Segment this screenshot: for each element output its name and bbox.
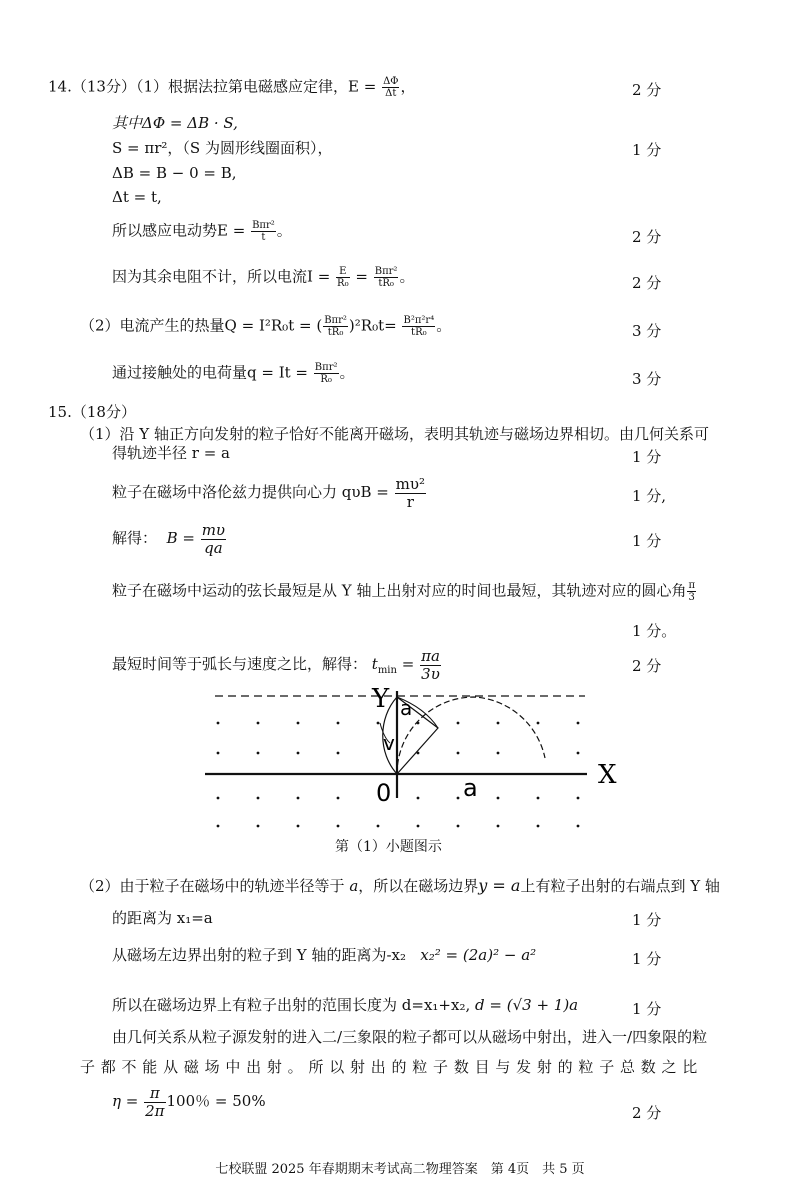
- q15-p1-line1: （1）沿 Y 轴正方向发射的粒子恰好不能离开磁场，表明其轨迹与磁场边界相切。由几何关系可: [80, 425, 709, 443]
- axis-a-label: a: [463, 774, 478, 802]
- trajectory-figure: [0, 683, 800, 833]
- q15-score-r: 1 分: [632, 448, 662, 466]
- q14-score-current: 2 分: [632, 274, 662, 292]
- x-axis-label: X: [598, 760, 617, 790]
- q14-charge-line: 通过接触处的电荷量q = It = $\frac{\text{Bπr²}}{\text{R₀}}$ 。: [112, 362, 355, 385]
- q14-score-s: 1 分: [632, 141, 662, 159]
- q15-solve-line: 解得： B = $\frac{m\upsilon}{qa}$: [112, 521, 226, 557]
- q14-score-emf: 2 分: [632, 228, 662, 246]
- q15-score-x1: 1 分: [632, 911, 662, 929]
- q15-score-tmin: 2 分: [632, 657, 662, 675]
- q15-ratio-line1: 由几何关系从粒子源发射的进入二/三象限的粒子都可以从磁场中射出，进入一/四象限的粒: [112, 1028, 708, 1046]
- q15-score-solve: 1 分: [632, 532, 662, 550]
- q14-emf-line: 所以感应电动势E = $\frac{\text{Bπr²}}{t}$ 。: [112, 220, 292, 243]
- q14-current-line: 因为其余电阻不计，所以电流I = $\frac{E}{\text{R₀}}$ = $\frac{\text{Bπr²}}{\text{tR₀}}$ 。: [112, 266, 415, 289]
- q14-heat-line: （2）电流产生的热量Q = I²R₀t = ( $\frac{\text{Bπr²}}{\text{tR₀}}$ )²R₀t= $\frac{\text{B²π²r⁴}}{\text{tR₀}}$ 。: [80, 315, 452, 338]
- y-axis-label: Y: [372, 684, 390, 714]
- q14-line-dt: Δt = t,: [112, 188, 162, 206]
- q15-chord-fraction: $\frac{\pi}{3}$: [688, 580, 696, 603]
- q14-header-fraction: $\frac{\Delta\Phi}{\Delta t}$: [383, 76, 399, 99]
- q14-emf-fraction: $\frac{\text{Bπr²}}{t}$: [252, 220, 275, 243]
- origin-label: 0: [376, 779, 392, 807]
- q15-tmin-fraction: $\frac{\pi a}{3\upsilon}$: [421, 647, 440, 683]
- figure-caption: 第（1）小题图示: [335, 839, 442, 855]
- q15-x2-line: 从磁场左边界出射的粒子到 Y 轴的距离为-x₂ x₂² = (2a)² − a²: [112, 946, 537, 964]
- q15-score-range: 1 分: [632, 1000, 662, 1018]
- q15-p1-line2: 得轨迹半径 r = a: [112, 444, 230, 462]
- q14-heat-fraction-1: $\frac{\text{Bπr²}}{\text{tR₀}}$: [324, 315, 347, 338]
- q15-solve-fraction: $\frac{m\upsilon}{qa}$: [201, 521, 226, 557]
- q15-eta-fraction: $\frac{\pi}{2\pi}$: [145, 1084, 165, 1120]
- q14-score-charge: 3 分: [632, 370, 662, 388]
- q14-current-fraction-2: $\frac{\text{Bπr²}}{\text{tR₀}}$: [374, 266, 398, 289]
- q15-p2-line1: （2）由于粒子在磁场中的轨迹半径等于 a，所以在磁场边界y = a上有粒子出射的右端点到 Y 轴: [80, 876, 720, 895]
- q15-ratio-line2: 子 都 不 能 从 磁 场 中 出 射 。 所 以 射 出 的 粒 子 数 目 与 发 射 的 粒 子 总 数 之 比: [80, 1058, 698, 1076]
- q15-eta-line: η = $\frac{\pi}{2\pi}$ 100％ = 50%: [112, 1084, 266, 1120]
- q15-score-chord: 1 分。: [632, 622, 677, 640]
- q14-line-dphi: 其中ΔΦ = ΔB · S,: [112, 114, 238, 132]
- q15-chord-line: 粒子在磁场中运动的弦长最短是从 Y 轴上出射对应的时间也最短，其轨迹对应的圆心角 $\frac{\pi}{3}$: [112, 580, 696, 603]
- q15-score-x2: 1 分: [632, 950, 662, 968]
- velocity-label: v: [383, 731, 395, 755]
- q14-line-s: S = πr²，（S 为圆形线圈面积），: [112, 139, 333, 157]
- q15-lorentz-fraction: $\frac{\text{mυ²}}{r}$: [395, 475, 425, 511]
- q15-p2-line2: 的距离为 x₁=a: [112, 909, 213, 927]
- q14-line-db: ΔB = B − 0 = B,: [112, 164, 237, 182]
- q14-header: 14.（13分）（1）根据法拉第电磁感应定律，E = $\frac{\Delta\Phi}{\Delta t}$ ，: [48, 76, 416, 99]
- q15-lorentz-line: 粒子在磁场中洛伦兹力提供向心力 qυB = $\frac{\text{mυ²}}{r}$: [112, 475, 425, 511]
- q15-range-line: 所以在磁场边界上有粒子出射的范围长度为 d=x₁+x₂, d = (√3 + 1)a: [112, 996, 579, 1014]
- q15-score-lorentz: 1 分,: [632, 487, 667, 505]
- q14-heat-fraction-2: $\frac{\text{B²π²r⁴}}{\text{tR₀}}$: [403, 315, 435, 338]
- radius-label: a: [400, 696, 413, 720]
- q14-score-heat: 3 分: [632, 322, 662, 340]
- q14-score-1: 2 分: [632, 81, 662, 99]
- q15-tmin-line: 最短时间等于弧长与速度之比，解得： $t_{min}$ = $\frac{\pi a}{3\upsilon}$: [112, 647, 440, 683]
- q14-charge-fraction: $\frac{\text{Bπr²}}{\text{R₀}}$: [314, 362, 338, 385]
- q15-score-eta: 2 分: [632, 1104, 662, 1122]
- q15-header: 15.（18分）: [48, 403, 136, 421]
- q14-current-fraction-1: $\frac{E}{\text{R₀}}$: [337, 266, 349, 289]
- page-footer: 七校联盟 2025 年春期期末考试高二物理答案 第 4页 共 5 页: [215, 1162, 585, 1177]
